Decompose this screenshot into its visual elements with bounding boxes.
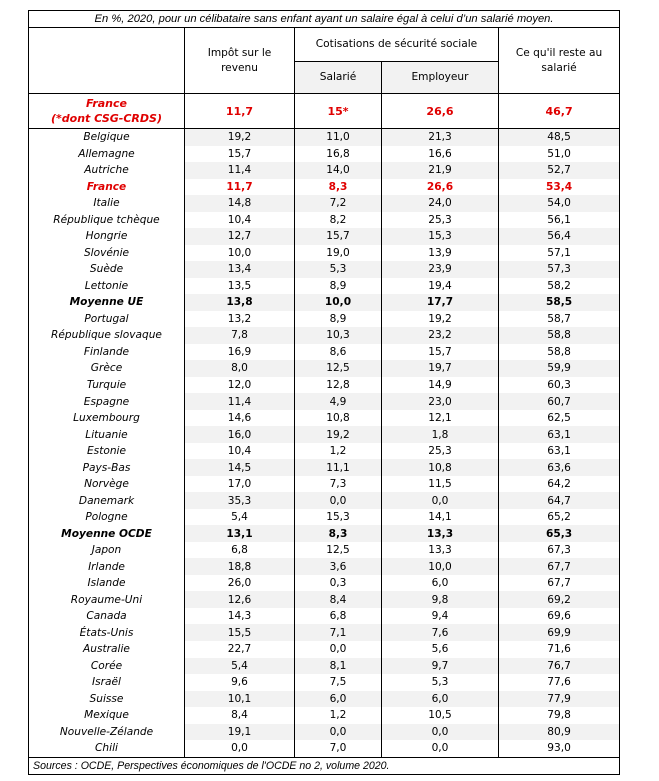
title-row (29, 11, 620, 28)
salarie-value: 19,2 (295, 426, 382, 443)
header-row-top (29, 28, 620, 62)
header-impot (185, 28, 295, 94)
country-name: Australie (29, 641, 185, 658)
salarie-value: 10,3 (295, 327, 382, 344)
table-title: En %, 2020, pour un célibataire sans enfant ayant un salaire égal à celui d’un salarié moyen. (29, 11, 620, 28)
impot-value: 13,5 (185, 278, 295, 295)
reste-value: 54,0 (499, 195, 620, 212)
reste-value: 67,3 (499, 542, 620, 559)
country-name: Islande (29, 575, 185, 592)
impot-value: 14,5 (185, 459, 295, 476)
salarie-value: 8,4 (295, 591, 382, 608)
source-note: Sources : OCDE, Perspectives économiques de l'OCDE no 2, volume 2020. (29, 757, 620, 774)
header-reste-label: Ce qu'il reste au salarié (515, 46, 603, 74)
impot-value: 6,8 (185, 542, 295, 559)
reste-value: 57,1 (499, 245, 620, 262)
country-name: Finlande (29, 344, 185, 361)
table-row (29, 261, 620, 278)
country-name: Moyenne UE (29, 294, 185, 311)
salarie-value: 8,2 (295, 212, 382, 229)
reste-value: 93,0 (499, 740, 620, 757)
impot-value: 5,4 (185, 509, 295, 526)
header-employeur: Employeur (382, 62, 499, 94)
country-name: Suède (29, 261, 185, 278)
employeur-value: 25,3 (382, 212, 499, 229)
table-row (29, 658, 620, 675)
impot-value: 9,6 (185, 674, 295, 691)
reste-value: 58,7 (499, 311, 620, 328)
employeur-value: 7,6 (382, 624, 499, 641)
employeur-value: 10,5 (382, 707, 499, 724)
impot-value: 16,0 (185, 426, 295, 443)
country-name: Belgique (29, 129, 185, 146)
france-summary-name (29, 94, 185, 129)
employeur-value: 17,7 (382, 294, 499, 311)
reste-value: 69,9 (499, 624, 620, 641)
table-row (29, 542, 620, 559)
table-row (29, 575, 620, 592)
salarie-value: 7,3 (295, 476, 382, 493)
impot-value: 12,6 (185, 591, 295, 608)
reste-value: 76,7 (499, 658, 620, 675)
reste-value: 77,6 (499, 674, 620, 691)
table-row (29, 360, 620, 377)
employeur-value: 13,3 (382, 542, 499, 559)
reste-value: 51,0 (499, 146, 620, 163)
country-name: Grèce (29, 360, 185, 377)
france-summary-employeur: 26,6 (382, 94, 499, 129)
country-name: Nouvelle-Zélande (29, 724, 185, 741)
employeur-value: 16,6 (382, 146, 499, 163)
salarie-value: 8,1 (295, 658, 382, 675)
country-name: Norvège (29, 476, 185, 493)
salarie-value: 6,0 (295, 691, 382, 708)
salarie-value: 11,1 (295, 459, 382, 476)
employeur-value: 14,9 (382, 377, 499, 394)
salarie-value: 8,3 (295, 179, 382, 196)
reste-value: 67,7 (499, 558, 620, 575)
impot-value: 14,6 (185, 410, 295, 427)
employeur-value: 1,8 (382, 426, 499, 443)
table-row (29, 146, 620, 163)
employeur-value: 23,9 (382, 261, 499, 278)
reste-value: 63,6 (499, 459, 620, 476)
salarie-value: 5,3 (295, 261, 382, 278)
impot-value: 7,8 (185, 327, 295, 344)
country-name: Canada (29, 608, 185, 625)
table-row (29, 525, 620, 542)
impot-value: 15,7 (185, 146, 295, 163)
impot-value: 13,2 (185, 311, 295, 328)
impot-value: 8,0 (185, 360, 295, 377)
country-name: Corée (29, 658, 185, 675)
salarie-value: 8,3 (295, 525, 382, 542)
table-row (29, 476, 620, 493)
employeur-value: 21,3 (382, 129, 499, 146)
employeur-value: 25,3 (382, 443, 499, 460)
employeur-value: 15,7 (382, 344, 499, 361)
table-row (29, 228, 620, 245)
employeur-value: 6,0 (382, 691, 499, 708)
salarie-value: 0,0 (295, 724, 382, 741)
salarie-value: 8,9 (295, 311, 382, 328)
impot-value: 13,8 (185, 294, 295, 311)
header-reste (499, 28, 620, 94)
employeur-value: 26,6 (382, 179, 499, 196)
impot-value: 19,2 (185, 129, 295, 146)
country-name: Allemagne (29, 146, 185, 163)
country-name: Turquie (29, 377, 185, 394)
salarie-value: 0,3 (295, 575, 382, 592)
country-name: Hongrie (29, 228, 185, 245)
impot-value: 16,9 (185, 344, 295, 361)
employeur-value: 24,0 (382, 195, 499, 212)
reste-value: 65,3 (499, 525, 620, 542)
salarie-value: 15,3 (295, 509, 382, 526)
table-row (29, 707, 620, 724)
employeur-value: 15,3 (382, 228, 499, 245)
country-name: Mexique (29, 707, 185, 724)
footer-row (29, 757, 620, 774)
salarie-value: 8,6 (295, 344, 382, 361)
employeur-value: 23,0 (382, 393, 499, 410)
france-summary-reste: 46,7 (499, 94, 620, 129)
table-row (29, 179, 620, 196)
country-name: Danemark (29, 492, 185, 509)
impot-value: 14,8 (185, 195, 295, 212)
salarie-value: 10,0 (295, 294, 382, 311)
reste-value: 69,6 (499, 608, 620, 625)
table-row (29, 426, 620, 443)
salarie-value: 6,8 (295, 608, 382, 625)
country-name: Lettonie (29, 278, 185, 295)
impot-value: 35,3 (185, 492, 295, 509)
table-row (29, 492, 620, 509)
country-name: Moyenne OCDE (29, 525, 185, 542)
table-body (29, 129, 620, 758)
salarie-value: 14,0 (295, 162, 382, 179)
impot-value: 22,7 (185, 641, 295, 658)
impot-value: 0,0 (185, 740, 295, 757)
reste-value: 57,3 (499, 261, 620, 278)
table-row (29, 558, 620, 575)
table-row (29, 294, 620, 311)
impot-value: 17,0 (185, 476, 295, 493)
table-row (29, 509, 620, 526)
impot-value: 11,4 (185, 162, 295, 179)
impot-value: 8,4 (185, 707, 295, 724)
reste-value: 60,3 (499, 377, 620, 394)
impot-value: 11,7 (185, 179, 295, 196)
impot-value: 13,4 (185, 261, 295, 278)
france-summary-name-line2: (*dont CSG-CRDS) (51, 112, 162, 125)
table-row (29, 691, 620, 708)
table-row (29, 740, 620, 757)
impot-value: 10,4 (185, 443, 295, 460)
country-name: Lituanie (29, 426, 185, 443)
employeur-value: 9,7 (382, 658, 499, 675)
country-name: République tchèque (29, 212, 185, 229)
salarie-value: 12,5 (295, 542, 382, 559)
country-name: République slovaque (29, 327, 185, 344)
country-name: Pologne (29, 509, 185, 526)
employeur-value: 5,3 (382, 674, 499, 691)
impot-value: 12,0 (185, 377, 295, 394)
header-salarie: Salarié (295, 62, 382, 94)
impot-value: 5,4 (185, 658, 295, 675)
reste-value: 62,5 (499, 410, 620, 427)
reste-value: 53,4 (499, 179, 620, 196)
table-row (29, 327, 620, 344)
employeur-value: 6,0 (382, 575, 499, 592)
header-country-blank (29, 28, 185, 94)
country-name: France (29, 179, 185, 196)
country-name: Japon (29, 542, 185, 559)
country-name: Autriche (29, 162, 185, 179)
reste-value: 56,1 (499, 212, 620, 229)
reste-value: 56,4 (499, 228, 620, 245)
table-row (29, 410, 620, 427)
country-name: Irlande (29, 558, 185, 575)
france-summary-name-line1: France (86, 97, 127, 110)
impot-value: 10,4 (185, 212, 295, 229)
impot-value: 26,0 (185, 575, 295, 592)
salarie-value: 12,5 (295, 360, 382, 377)
employeur-value: 23,2 (382, 327, 499, 344)
france-summary-salarie: 15* (295, 94, 382, 129)
reste-value: 60,7 (499, 393, 620, 410)
impot-value: 11,4 (185, 393, 295, 410)
country-name: Pays-Bas (29, 459, 185, 476)
table-row (29, 724, 620, 741)
reste-value: 71,6 (499, 641, 620, 658)
table-row (29, 162, 620, 179)
impot-value: 10,0 (185, 245, 295, 262)
salarie-value: 4,9 (295, 393, 382, 410)
table-row (29, 459, 620, 476)
country-name: Chili (29, 740, 185, 757)
table-row (29, 129, 620, 146)
table-row (29, 608, 620, 625)
france-summary-row (29, 94, 620, 129)
reste-value: 48,5 (499, 129, 620, 146)
salarie-value: 16,8 (295, 146, 382, 163)
header-cotisations: Cotisations de sécurité sociale (295, 28, 499, 62)
salarie-value: 12,8 (295, 377, 382, 394)
country-name: Portugal (29, 311, 185, 328)
reste-value: 58,8 (499, 327, 620, 344)
reste-value: 58,8 (499, 344, 620, 361)
salarie-value: 11,0 (295, 129, 382, 146)
salarie-value: 7,0 (295, 740, 382, 757)
employeur-value: 0,0 (382, 492, 499, 509)
impot-value: 18,8 (185, 558, 295, 575)
salarie-value: 8,9 (295, 278, 382, 295)
impot-value: 12,7 (185, 228, 295, 245)
reste-value: 58,5 (499, 294, 620, 311)
tax-wedge-table (28, 10, 620, 775)
table-row (29, 443, 620, 460)
country-name: Royaume-Uni (29, 591, 185, 608)
employeur-value: 13,3 (382, 525, 499, 542)
employeur-value: 13,9 (382, 245, 499, 262)
employeur-value: 5,6 (382, 641, 499, 658)
france-summary-impot: 11,7 (185, 94, 295, 129)
employeur-value: 14,1 (382, 509, 499, 526)
reste-value: 63,1 (499, 426, 620, 443)
reste-value: 65,2 (499, 509, 620, 526)
header-impot-label: Impôt sur le revenu (207, 46, 272, 74)
country-name: Espagne (29, 393, 185, 410)
reste-value: 59,9 (499, 360, 620, 377)
salarie-value: 3,6 (295, 558, 382, 575)
table-row (29, 393, 620, 410)
reste-value: 69,2 (499, 591, 620, 608)
reste-value: 67,7 (499, 575, 620, 592)
table-row (29, 344, 620, 361)
employeur-value: 9,8 (382, 591, 499, 608)
table-row (29, 311, 620, 328)
employeur-value: 10,0 (382, 558, 499, 575)
reste-value: 80,9 (499, 724, 620, 741)
impot-value: 10,1 (185, 691, 295, 708)
employeur-value: 11,5 (382, 476, 499, 493)
salarie-value: 19,0 (295, 245, 382, 262)
reste-value: 77,9 (499, 691, 620, 708)
country-name: Israël (29, 674, 185, 691)
employeur-value: 0,0 (382, 724, 499, 741)
country-name: États-Unis (29, 624, 185, 641)
impot-value: 19,1 (185, 724, 295, 741)
impot-value: 14,3 (185, 608, 295, 625)
employeur-value: 21,9 (382, 162, 499, 179)
salarie-value: 10,8 (295, 410, 382, 427)
employeur-value: 19,4 (382, 278, 499, 295)
salarie-value: 1,2 (295, 443, 382, 460)
salarie-value: 1,2 (295, 707, 382, 724)
country-name: Italie (29, 195, 185, 212)
reste-value: 52,7 (499, 162, 620, 179)
country-name: Luxembourg (29, 410, 185, 427)
salarie-value: 0,0 (295, 492, 382, 509)
employeur-value: 10,8 (382, 459, 499, 476)
reste-value: 64,2 (499, 476, 620, 493)
employeur-value: 0,0 (382, 740, 499, 757)
table-row (29, 195, 620, 212)
table-row (29, 245, 620, 262)
impot-value: 13,1 (185, 525, 295, 542)
salarie-value: 15,7 (295, 228, 382, 245)
table-row (29, 674, 620, 691)
table-row (29, 278, 620, 295)
employeur-value: 12,1 (382, 410, 499, 427)
table-row (29, 591, 620, 608)
employeur-value: 19,7 (382, 360, 499, 377)
table-row (29, 641, 620, 658)
table-row (29, 212, 620, 229)
salarie-value: 7,1 (295, 624, 382, 641)
table-row (29, 377, 620, 394)
salarie-value: 7,2 (295, 195, 382, 212)
salarie-value: 7,5 (295, 674, 382, 691)
country-name: Slovénie (29, 245, 185, 262)
reste-value: 58,2 (499, 278, 620, 295)
impot-value: 15,5 (185, 624, 295, 641)
employeur-value: 19,2 (382, 311, 499, 328)
country-name: Estonie (29, 443, 185, 460)
employeur-value: 9,4 (382, 608, 499, 625)
salarie-value: 0,0 (295, 641, 382, 658)
reste-value: 64,7 (499, 492, 620, 509)
table-row (29, 624, 620, 641)
reste-value: 79,8 (499, 707, 620, 724)
reste-value: 63,1 (499, 443, 620, 460)
country-name: Suisse (29, 691, 185, 708)
